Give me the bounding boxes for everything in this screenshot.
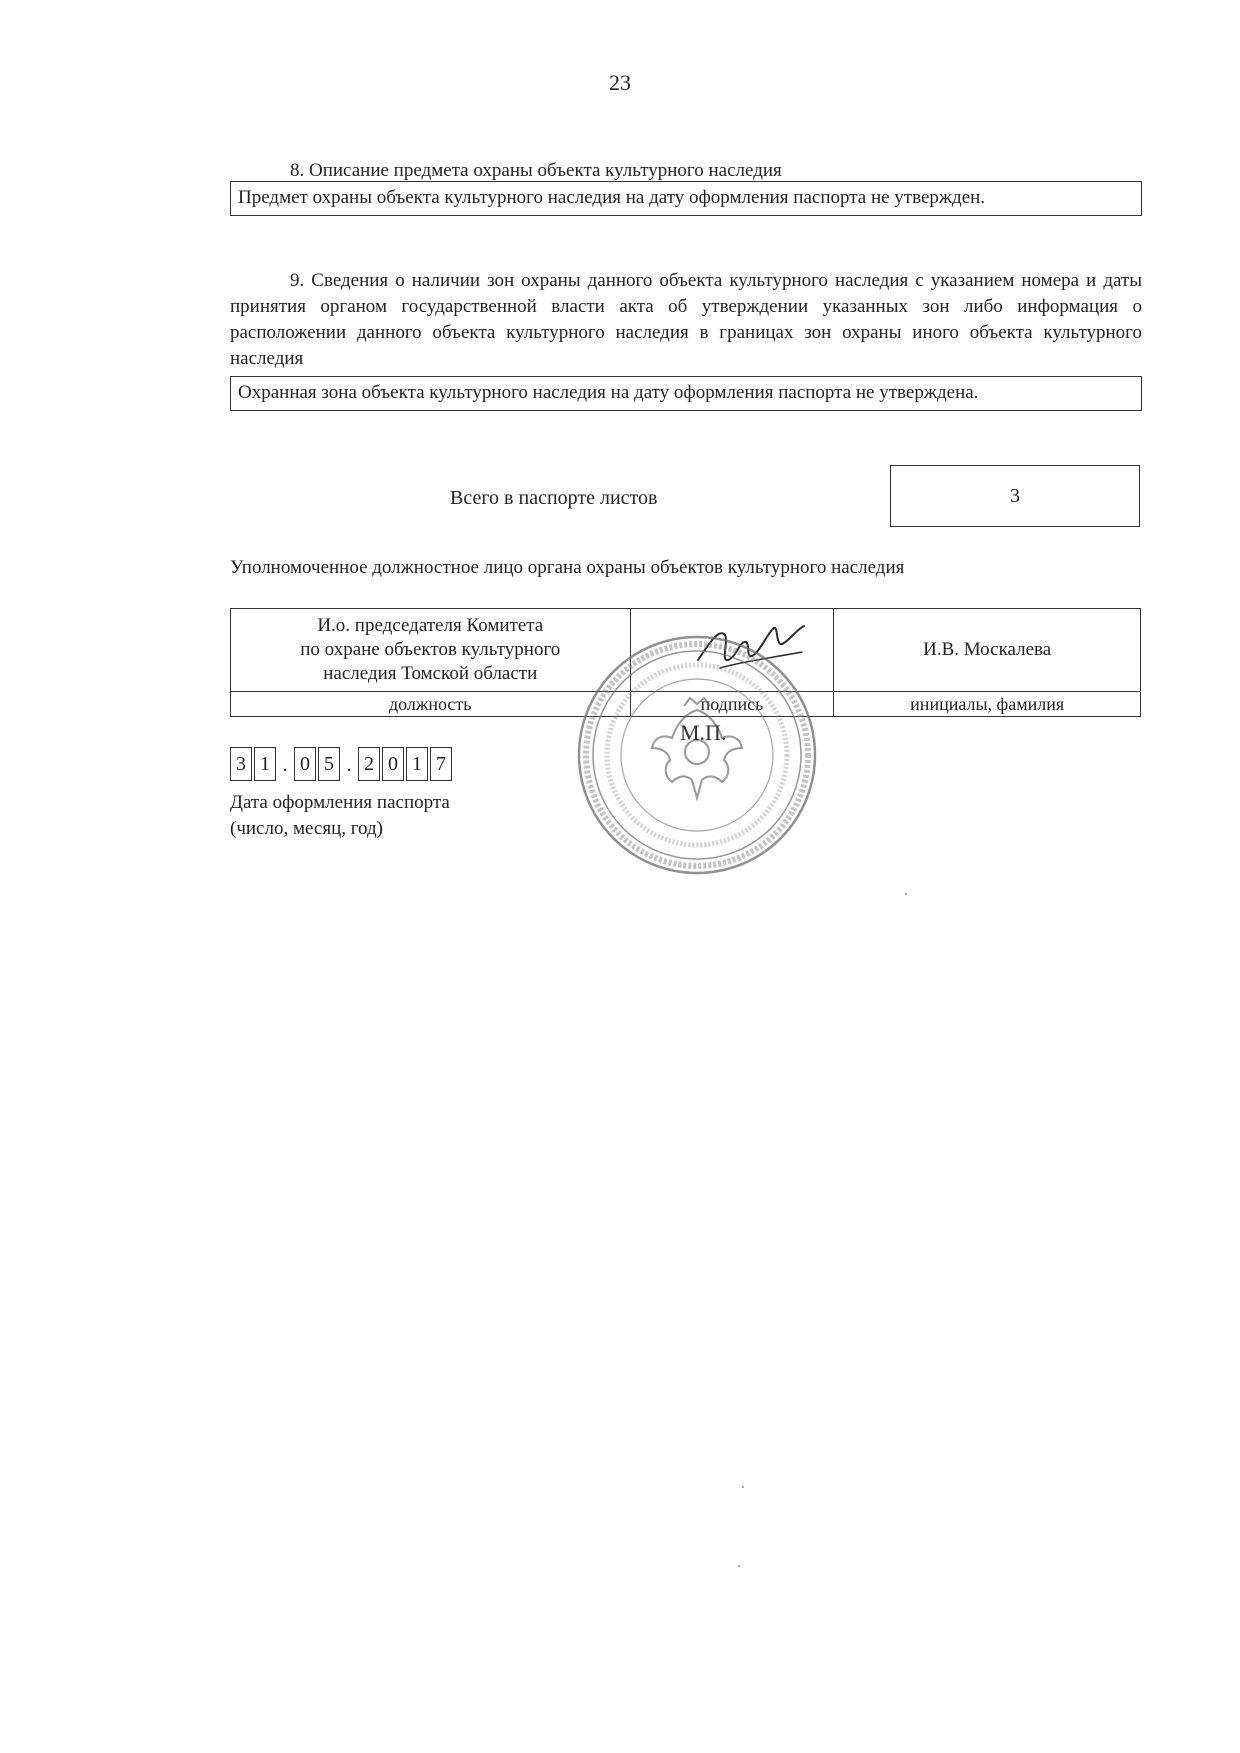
date-day-digit-2: 1 [254,747,276,781]
position-line-1: И.о. председателя Комитета [317,615,544,636]
date-separator-2: . [346,754,352,776]
page-number: 23 [609,70,631,95]
position-cell [231,609,631,692]
section-8-heading: 8. Описание предмета охраны объекта культурного наследия [290,160,782,181]
scan-speck [742,1486,744,1488]
total-sheets-value-box [890,465,1140,527]
date-month-digit-2: 5 [318,747,340,781]
signature-table-caption-row [231,692,1141,717]
date-separator-1: . [282,754,288,776]
date-caption-line-1: Дата оформления паспорта [230,792,450,813]
caption-position: должность [231,692,631,717]
date-year-digit-1: 2 [358,747,380,781]
date-year-digit-3: 1 [406,747,428,781]
section-9-content-box: Охранная зона объекта культурного наследия на дату оформления паспорта не утверждена. [230,376,1142,411]
date-day-digit-1: 3 [230,747,252,781]
authority-label: Уполномоченное должностное лицо органа охраны объектов культурного наследия [230,557,905,578]
total-sheets-label: Всего в паспорте листов [450,487,658,509]
date-caption-line-2: (число, месяц, год) [230,818,384,839]
section-9-heading: 9. Сведения о наличии зон охраны данного объекта культурного наследия с указанием номера и даты принятия органом государственной власти акта об утверждении указанных зон либо информация о расположении данного объекта культурного наследия в границах зон охраны иного объекта культурного наследия [230,270,1142,369]
position-line-3: наследия Томской области [323,663,538,684]
date-boxes [230,747,454,781]
signature-cell [630,609,834,692]
scan-speck [738,1565,740,1567]
section-8-content-box: Предмет охраны объекта культурного наследия на дату оформления паспорта не утвержден. [230,181,1142,216]
date-month-digit-1: 0 [294,747,316,781]
date-year-digit-4: 7 [430,747,452,781]
total-sheets-value: 3 [1010,484,1020,507]
position-line-2: по охране объектов культурного [300,639,561,660]
signature-table [230,608,1141,717]
name-cell: И.В. Москалева [834,609,1141,692]
caption-signature: подпись [630,692,834,717]
date-caption [230,790,450,842]
caption-name: инициалы, фамилия [834,692,1141,717]
scan-speck [905,893,907,895]
signature-table-main-row [231,609,1141,692]
date-year-digit-2: 0 [382,747,404,781]
stamp-mark: М.П. [680,720,727,745]
